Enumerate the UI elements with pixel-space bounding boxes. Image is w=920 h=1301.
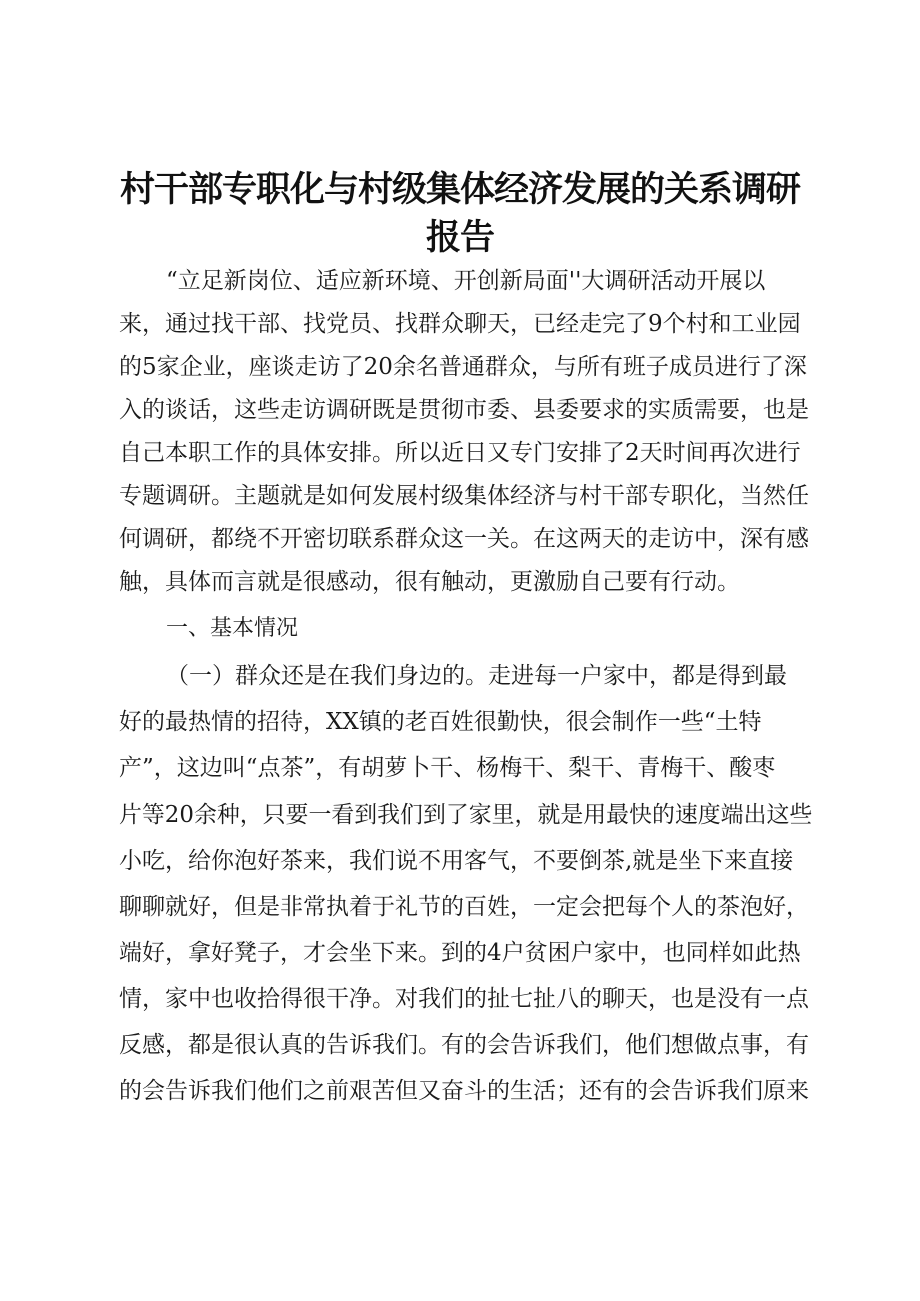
body-line: 端好，拿好凳子，才会坐下来。到的4户贫困户家中，也同样如此热 xyxy=(119,940,801,966)
intro-line: 来，通过找干部、找党员、找群众聊天，已经走完了9个村和工业园 xyxy=(119,311,801,337)
document-title-line-1: 村干部专职化与村级集体经济发展的关系调研 xyxy=(119,170,800,210)
intro-line: 的5家企业，座谈走访了20余名普通群众，与所有班子成员进行了深 xyxy=(119,354,807,380)
intro-line: 入的谈话，这些走访调研既是贯彻市委、县委要求的实质需要，也是 xyxy=(119,397,809,423)
body-line: 聊聊就好，但是非常执着于礼节的百姓，一定会把每个人的茶泡好， xyxy=(119,894,809,920)
section-heading-basic-situation: 一、基本情况 xyxy=(166,616,299,641)
intro-line: “立足新岗位、适应新环境、开创新局面''大调研活动开展以 xyxy=(166,268,766,294)
body-line: （一）群众还是在我们身边的。走进每一户家中，都是得到最 xyxy=(166,663,787,689)
document-title-line-2: 报告 xyxy=(425,218,494,258)
body-line: 情，家中也收拾得很干净。对我们的扯七扯八的聊天，也是没有一点 xyxy=(119,986,809,1012)
body-line: 反感，都是很认真的告诉我们。有的会告诉我们，他们想做点事，有 xyxy=(119,1032,809,1058)
intro-line: 何调研，都绕不开密切联系群众这一关。在这两天的走访中，深有感 xyxy=(119,526,809,552)
intro-line: 触，具体而言就是很感动，很有触动，更激励自己要有行动。 xyxy=(119,569,740,595)
body-line: 产”，这边叫“点茶”，有胡萝卜干、杨梅干、梨干、青梅干、酸枣 xyxy=(119,755,776,781)
intro-line: 专题调研。主题就是如何发展村级集体经济与村干部专职化，当然任 xyxy=(119,483,809,509)
intro-line: 自己本职工作的具体安排。所以近日又专门安排了2天时间再次进行 xyxy=(119,440,801,466)
body-line: 片等20余种，只要一看到我们到了家里，就是用最快的速度端出这些 xyxy=(119,802,813,828)
body-line: 小吃，给你泡好茶来，我们说不用客气，不要倒茶,就是坐下来直接 xyxy=(119,848,794,874)
body-line: 好的最热情的招待，XX镇的老百姓很勤快，很会制作一些“土特 xyxy=(119,709,762,735)
body-line: 的会告诉我们他们之前艰苦但又奋斗的生活；还有的会告诉我们原来 xyxy=(119,1078,809,1104)
